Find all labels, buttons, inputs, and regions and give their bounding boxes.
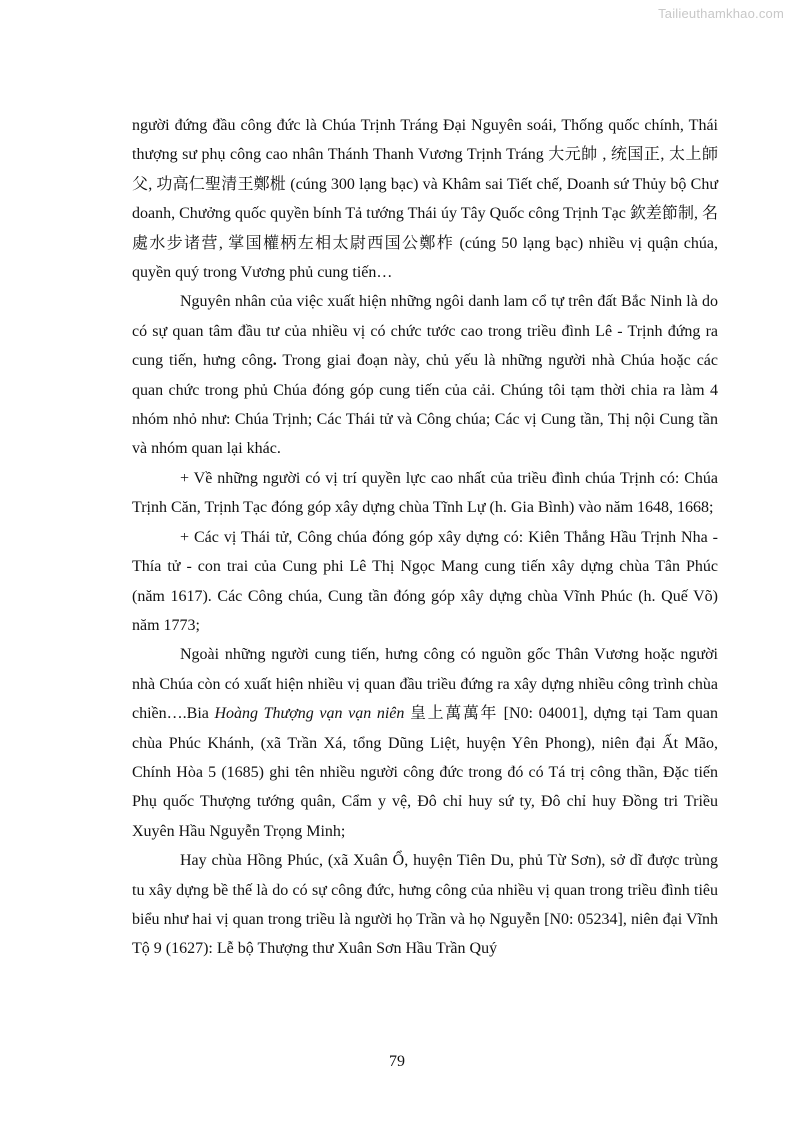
- text-run: Ngoài những người cung tiến, hưng công có nguồn gốc Thân Vương hoặc người nhà Chúa còn có xuất hiện nhiều vị quan đầu triều đứng ra xây dựng nhiều công trình chùa chiền….Bia: [132, 646, 718, 723]
- paragraph: [132, 287, 718, 463]
- paragraph: [132, 111, 718, 287]
- watermark: Tailieuthamkhao.com: [658, 6, 784, 21]
- inscription-title: Hoàng Thượng vạn vạn niên: [214, 705, 405, 723]
- text-run: + Các vị Thái tử, Công chúa đóng góp xây dựng có: Kiên Thắng Hầu Trịnh Nha - Thía tử - con trai của Cung phi Lê Thị Ngọc Mang cung tiến xây dựng chùa Tân Phúc (năm 1617). Các Công chúa, Cung tần đóng góp xây dựng chùa Vĩnh Phúc (h. Quế Võ) năm 1773;: [132, 528, 718, 634]
- text-run: + Về những người có vị trí quyền lực cao nhất của triều đình chúa Trịnh có: Chúa Trịnh Căn, Trịnh Tạc đóng góp xây dựng chùa Tĩnh Lự (h. Gia Bình) vào năm 1648, 1668;: [132, 469, 718, 517]
- document-body: [132, 111, 718, 964]
- text-run: Nguyên nhân của việc xuất hiện những ngôi danh lam cổ tự trên đất Bắc Ninh là do có sự quan tâm đầu tư của nhiều vị có chức tước cao trong triều đình Lê - Trịnh đứng ra cung tiến, hưng công: [132, 293, 718, 370]
- page-number: 79: [389, 1053, 405, 1070]
- paragraph: [132, 846, 718, 964]
- paragraph: [132, 523, 718, 641]
- text-run: người đứng đầu công đức là Chúa Trịnh Tráng Đại Nguyên soái, Thống quốc chính, Thái thượng sư phụ công cao nhân Thánh Thanh Vương Trịnh Tráng 大元帥 , 统国正, 太上師父, 功高仁聖清王鄭梉 (cúng 300 lạng bạc) và Khâm sai Tiết chế, Doanh sứ Thủy bộ Chư doanh, Chưởng quốc quyền bính Tả tướng Thái úy Tây Quốc công Trịnh Tạc 欽差節制, 名處水步诸营, 掌国權柄左相太尉西国公鄭柞 (cúng 50 lạng bạc) nhiều vị quận chúa, quyền quý trong Vương phủ cung tiến…: [132, 117, 718, 282]
- text-run: Trong giai đoạn này, chủ yếu là những người nhà Chúa hoặc các quan chức trong phủ Chúa đóng góp cung tiến của cải. Chúng tôi tạm thời chia ra làm 4 nhóm nhỏ như: Chúa Trịnh; Các Thái tử và Công chúa; Các vị Cung tần, Thị nội Cung tần và nhóm quan lại khác.: [132, 352, 718, 458]
- paragraph: [132, 464, 718, 523]
- text-run: 皇上萬萬年 [N0: 04001], dựng tại Tam quan chùa Phúc Khánh, (xã Trần Xá, tổng Dũng Liệt, huyện Yên Phong), niên đại Ất Mão, Chính Hòa 5 (1685) ghi tên nhiều người công đức trong đó có Tá trị công thần, Đặc tiến Phụ quốc Thượng tướng quân, Cẩm y vệ, Đô chỉ huy sứ ty, Đô chỉ huy Đồng tri Triều Xuyên Hầu Nguyễn Trọng Minh;: [132, 705, 719, 840]
- text-run: Hay chùa Hồng Phúc, (xã Xuân Ổ, huyện Tiên Du, phủ Từ Sơn), sở dĩ được trùng tu xây dựng bề thế là do có sự công đức, hưng công của nhiều vị quan trong triều đình tiêu biểu như hai vị quan trong triều là người họ Trần và họ Nguyễn [N0: 05234], niên đại Vĩnh Tộ 9 (1627): Lễ bộ Thượng thư Xuân Sơn Hầu Trần Quý: [132, 852, 718, 958]
- text-run-bold: .: [272, 352, 277, 370]
- paragraph: [132, 640, 718, 846]
